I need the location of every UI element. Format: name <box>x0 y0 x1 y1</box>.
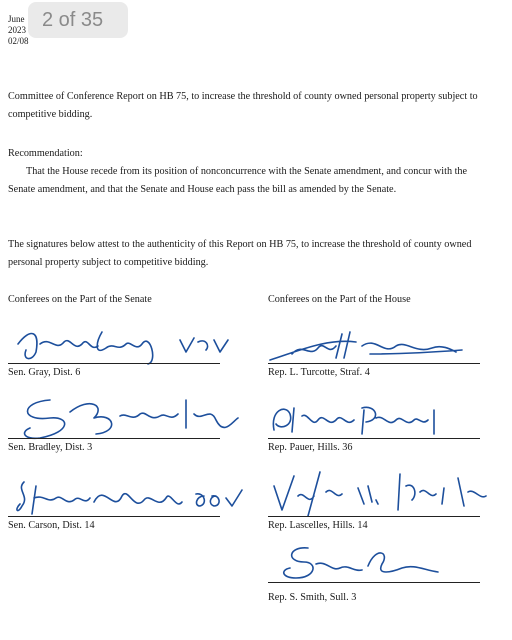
conferee-name-rep-turcotte: Rep. L. Turcotte, Straf. 4 <box>268 367 370 378</box>
attestation-paragraph: The signatures below attest to the authenticity of this Report on HB 75, to increase the threshold of county owned personal property subject to competitive bidding. <box>8 239 472 268</box>
recommendation-label: Recommendation: <box>8 148 83 159</box>
report-title-paragraph: Committee of Conference Report on HB 75, to increase the threshold of county owned personal property subject to competitive bidding. <box>8 91 478 120</box>
signature-sen-gray <box>10 322 230 366</box>
signature-rep-s-smith <box>268 542 448 582</box>
conferee-name-rep-pauer: Rep. Pauer, Hills. 36 <box>268 442 353 453</box>
signature-line-rep-pauer <box>268 438 480 439</box>
signature-line-rep-s-smith <box>268 582 480 583</box>
house-conferees-heading: Conferees on the Part of the House <box>268 294 411 305</box>
signature-rep-pauer <box>266 400 446 440</box>
conferee-name-sen-gray: Sen. Gray, Dist. 6 <box>8 367 81 378</box>
signature-rep-turcotte <box>266 328 466 368</box>
signature-line-sen-carson <box>8 516 220 517</box>
signature-line-rep-turcotte <box>268 363 480 364</box>
senate-conferees-heading: Conferees on the Part of the Senate <box>8 294 152 305</box>
conferee-name-rep-s-smith: Rep. S. Smith, Sull. 3 <box>268 592 357 603</box>
header-line-1: June <box>8 14 25 24</box>
recommendation-text: That the House recede from its position of nonconcurrence with the Senate amendment, and concur with the Senate amendment, and that the Senate and House each pass the bill as amended by the Senate. <box>8 166 468 195</box>
signature-sen-carson <box>10 476 250 520</box>
document-header-date <box>8 14 29 47</box>
signature-line-rep-lascelles <box>268 516 480 517</box>
conferee-name-sen-bradley: Sen. Bradley, Dist. 3 <box>8 442 93 453</box>
signature-sen-bradley <box>10 392 240 444</box>
conferee-name-rep-lascelles: Rep. Lascelles, Hills. 14 <box>268 520 368 531</box>
signature-line-sen-bradley <box>8 438 220 439</box>
page-indicator-badge: 2 of 35 <box>28 2 128 38</box>
signature-rep-lascelles <box>268 466 488 520</box>
header-line-3: 02/08 <box>8 36 29 46</box>
conferee-name-sen-carson: Sen. Carson, Dist. 14 <box>8 520 95 531</box>
header-line-2: 2023 <box>8 25 26 35</box>
signature-line-sen-gray <box>8 363 220 364</box>
